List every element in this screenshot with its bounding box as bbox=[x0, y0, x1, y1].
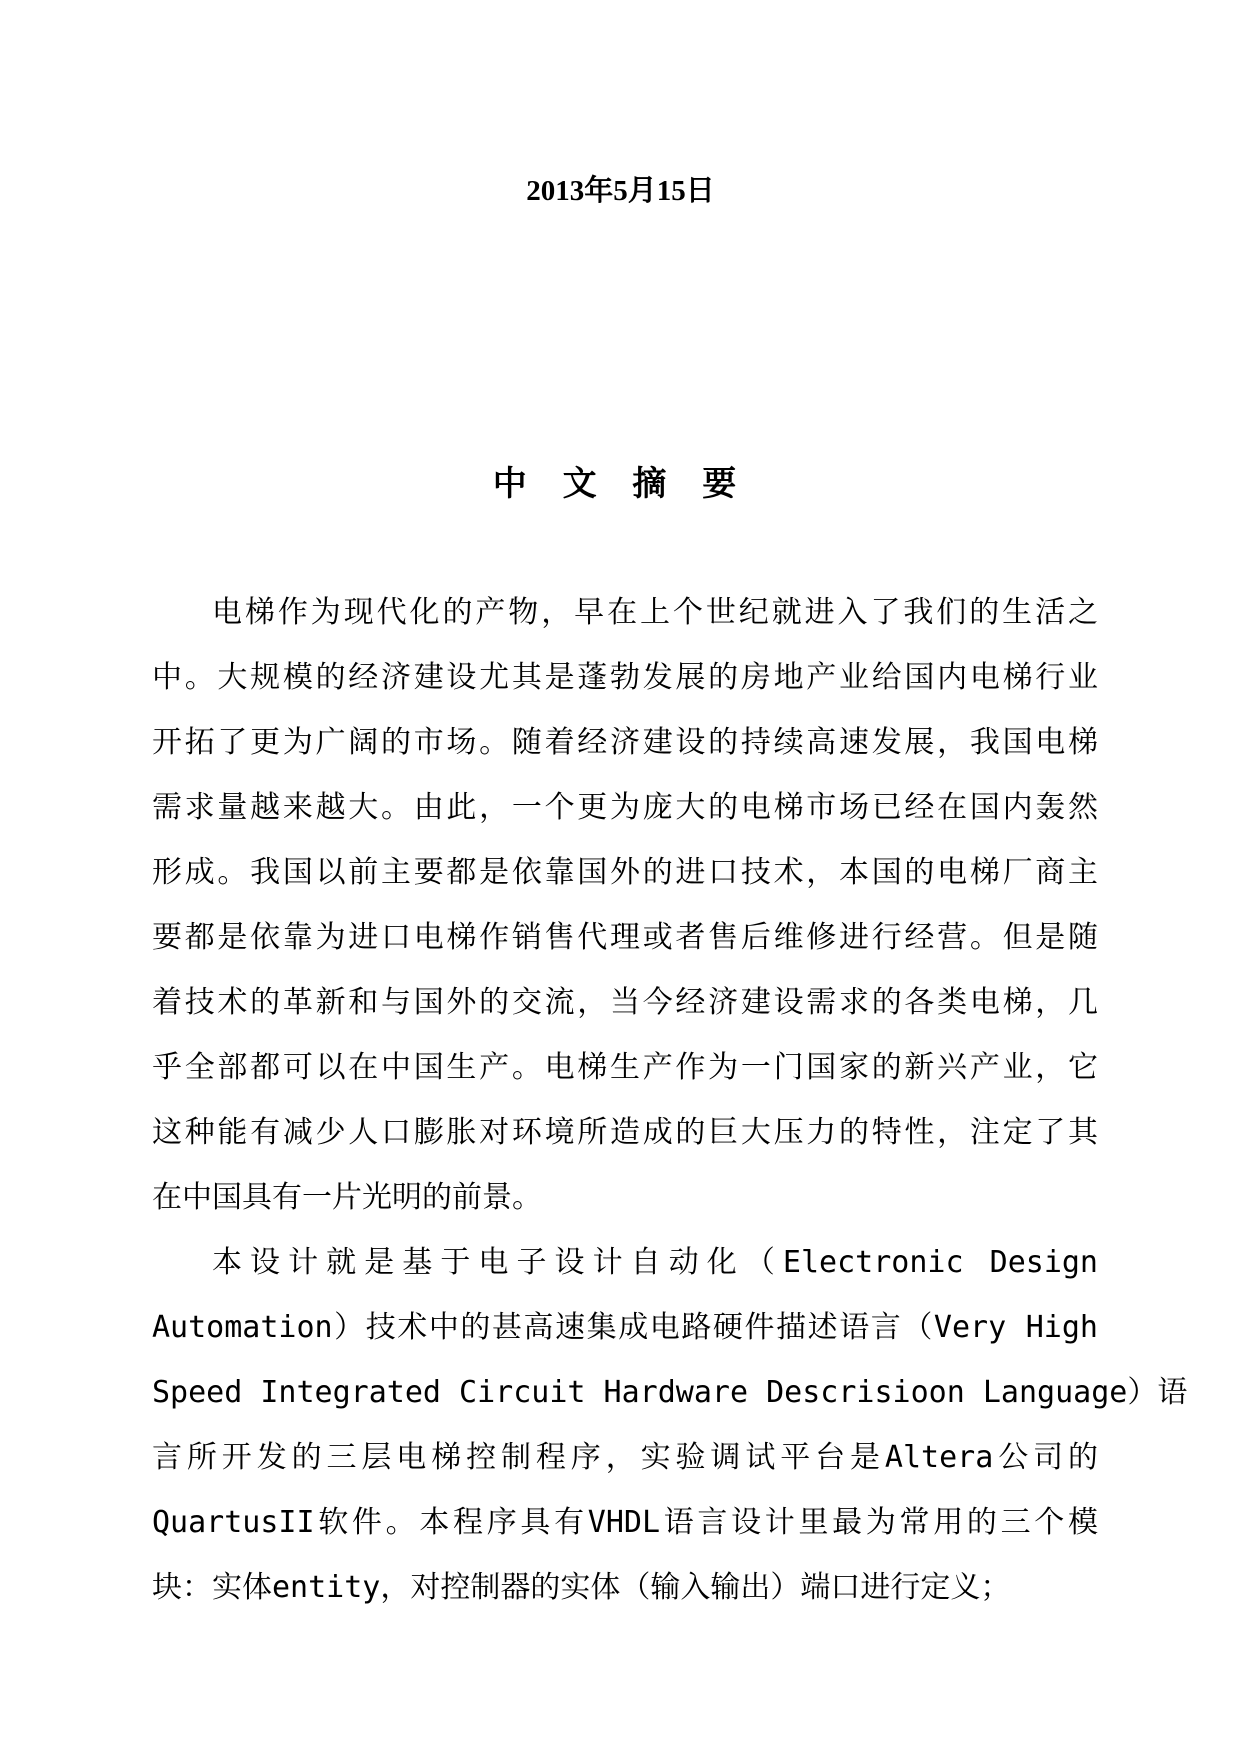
paragraph-line: 需求量越来越大。由此，一个更为庞大的电梯市场已经在国内轰然 bbox=[152, 790, 1098, 825]
paragraph-line: 乎全部都可以在中国生产。电梯生产作为一门国家的新兴产业，它 bbox=[152, 1050, 1098, 1085]
paragraph-line: 块：实体entity，对控制器的实体（输入输出）端口进行定义； bbox=[152, 1570, 1011, 1605]
abstract-heading: 中 文 摘 要 bbox=[492, 464, 749, 504]
paragraph-line: 在中国具有一片光明的前景。 bbox=[152, 1180, 542, 1215]
paragraph-line: 要都是依靠为进口电梯作销售代理或者售后维修进行经营。但是随 bbox=[152, 920, 1098, 955]
abstract-paragraph-1 bbox=[152, 580, 1098, 1230]
paragraph-line: 这种能有减少人口膨胀对环境所造成的巨大压力的特性，注定了其 bbox=[152, 1115, 1098, 1150]
paragraph-line: 开拓了更为广阔的市场。随着经济建设的持续高速发展，我国电梯 bbox=[152, 725, 1098, 760]
paragraph-line: Speed Integrated Circuit Hardware Descrisioon Language）语 bbox=[152, 1375, 1188, 1410]
paragraph-line: 着技术的革新和与国外的交流，当今经济建设需求的各类电梯，几 bbox=[152, 985, 1098, 1020]
paragraph-line: Automation）技术中的甚高速集成电路硬件描述语言（Very High bbox=[152, 1310, 1098, 1345]
abstract-paragraph-2 bbox=[152, 1230, 1188, 1620]
paragraph-line: 中。大规模的经济建设尤其是蓬勃发展的房地产业给国内电梯行业 bbox=[152, 660, 1098, 695]
paragraph-line: 言所开发的三层电梯控制程序，实验调试平台是Altera公司的 bbox=[152, 1440, 1098, 1475]
paragraph-line: 本设计就是基于电子设计自动化（Electronic Design bbox=[212, 1245, 1098, 1280]
paragraph-line: 电梯作为现代化的产物，早在上个世纪就进入了我们的生活之 bbox=[212, 595, 1098, 630]
document-date: 2013年5月15日 bbox=[526, 175, 715, 207]
abstract-body bbox=[152, 580, 1188, 1620]
paragraph-line: QuartusII软件。本程序具有VHDL语言设计里最为常用的三个模 bbox=[152, 1505, 1098, 1540]
paragraph-line: 形成。我国以前主要都是依靠国外的进口技术，本国的电梯厂商主 bbox=[152, 855, 1098, 890]
